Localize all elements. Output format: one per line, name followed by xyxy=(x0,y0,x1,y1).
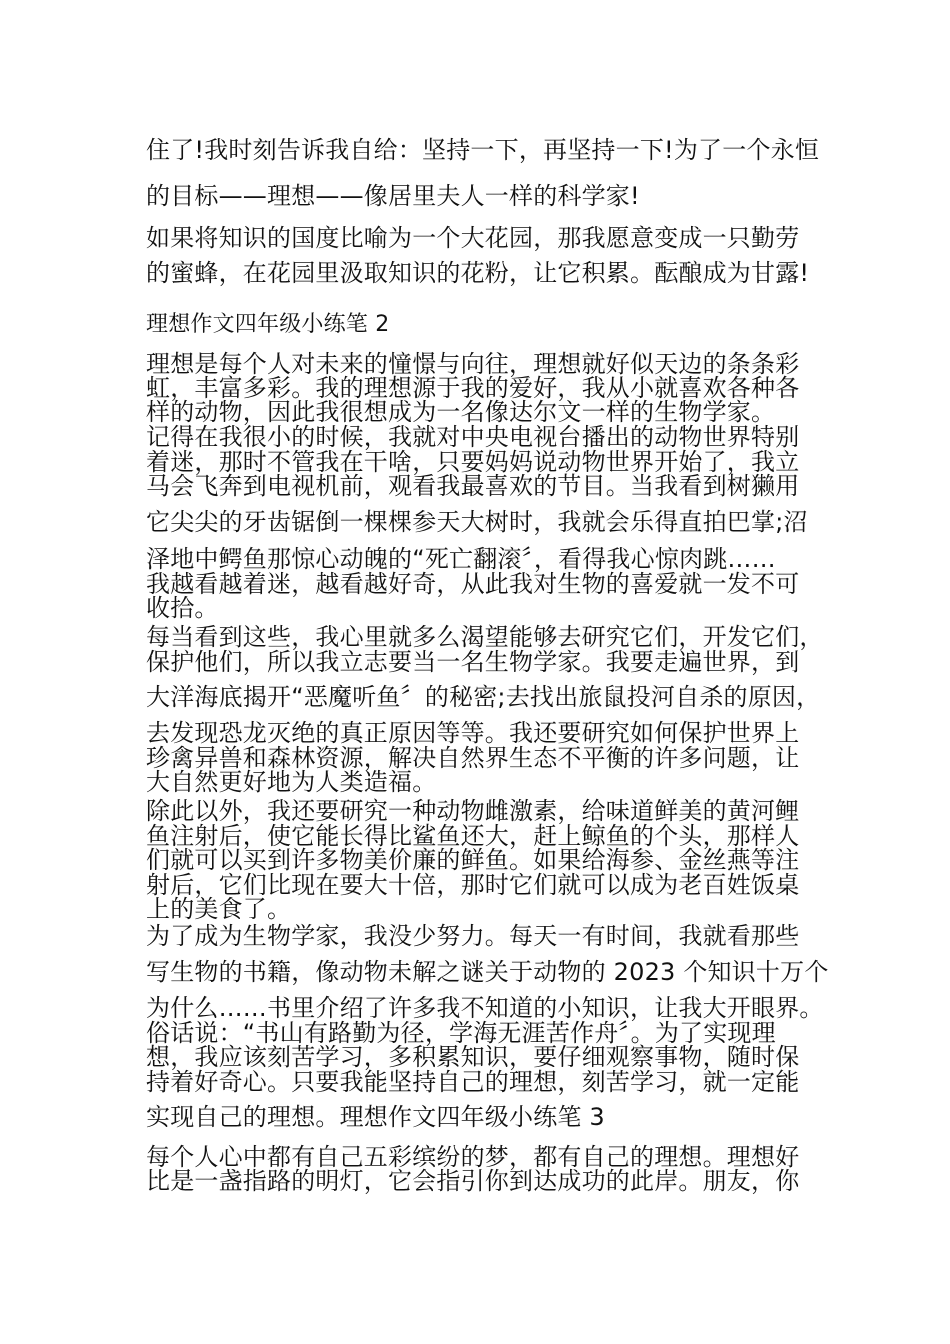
text-line: 住了!我时刻告诉我自给：坚持一下，再坚持一下!为了一个永恒 xyxy=(146,136,820,164)
section-heading: 理想作文四年级小练笔 2 xyxy=(146,312,390,337)
text-line: 持着好奇心。只要我能坚持自己的理想，刻苦学习，就一定能 xyxy=(146,1068,800,1096)
text-line: 上的美食了。 xyxy=(146,895,292,923)
text-line: 每当看到这些，我心里就多么渴望能够去研究它们，开发它们， xyxy=(146,623,824,651)
text-line: 的蜜蜂，在花园里汲取知识的花粉，让它积累。酝酿成为甘露! xyxy=(146,259,810,287)
text-line: 为什么……书里介绍了许多我不知道的小知识，让我大开眼界。 xyxy=(146,994,824,1022)
text-line: 虹，丰富多彩。我的理想源于我的爱好，我从小就喜欢各种各 xyxy=(146,374,800,402)
text-line: 去发现恐龙灭绝的真正原因等等。我还要研究如何保护世界上 xyxy=(146,719,800,747)
text-line: 俗话说：“书山有路勤为径，学海无涯苦作舟〞。为了实现理 xyxy=(146,1019,776,1047)
text-line: 鱼注射后，使它能长得比鲨鱼还大，赶上鲸鱼的个头，那样人 xyxy=(146,822,800,850)
text-line: 记得在我很小的时候，我就对中央电视台播出的动物世界特别 xyxy=(146,423,800,451)
text-line: 大洋海底揭开“恶魔听鱼〞的秘密;去找出旅鼠投河自杀的原因， xyxy=(146,683,821,711)
text-line: 为了成为生物学家，我没少努力。每天一有时间，我就看那些 xyxy=(146,922,800,950)
text-line: 射后，它们比现在要大十倍，那时它们就可以成为老百姓饭桌 xyxy=(146,871,800,899)
text-line: 理想是每个人对未来的憧憬与向往，理想就好似天边的条条彩 xyxy=(146,350,800,378)
text-line: 着迷，那时不管我在干啥，只要妈妈说动物世界开始了，我立 xyxy=(146,448,800,476)
text-line: 写生物的书籍，像动物未解之谜关于动物的 2023 个知识十万个 xyxy=(146,958,829,986)
text-line: 想，我应该刻苦学习，多积累知识，要仔细观察事物，随时保 xyxy=(146,1043,800,1071)
text-line: 如果将知识的国度比喻为一个大花园，那我愿意变成一只勤劳 xyxy=(146,224,800,252)
text-line: 每个人心中都有自己五彩缤纷的梦，都有自己的理想。理想好 xyxy=(146,1143,800,1171)
text-line: 们就可以买到许多物美价廉的鲜鱼。如果给海参、金丝燕等注 xyxy=(146,846,800,874)
text-line: 保护他们，所以我立志要当一名生物学家。我要走遍世界，到 xyxy=(146,648,800,676)
text-line: 的目标——理想——像居里夫人一样的科学家! xyxy=(146,182,640,210)
text-line: 样的动物，因此我很想成为一名像达尔文一样的生物学家。 xyxy=(146,398,776,426)
text-line: 泽地中鳄鱼那惊心动魄的“死亡翻滚〞，看得我心惊肉跳…… xyxy=(146,545,776,573)
text-line: 它尖尖的牙齿锯倒一棵棵参天大树时，我就会乐得直拍巴掌;沼 xyxy=(146,508,808,536)
text-line: 大自然更好地为人类造福。 xyxy=(146,768,437,796)
text-line: 我越看越着迷，越看越好奇，从此我对生物的喜爱就一发不可 xyxy=(146,570,800,598)
text-line: 除此以外，我还要研究一种动物雌激素，给味道鲜美的黄河鲤 xyxy=(146,797,800,825)
text-line: 马会飞奔到电视机前，观看我最喜欢的节目。当我看到树獭用 xyxy=(146,472,800,500)
text-line: 珍禽异兽和森林资源，解决自然界生态不平衡的许多问题，让 xyxy=(146,744,800,772)
text-line: 实现自己的理想。理想作文四年级小练笔 3 xyxy=(146,1103,605,1131)
text-line: 收拾。 xyxy=(146,594,219,622)
text-line: 比是一盏指路的明灯，它会指引你到达成功的此岸。朋友，你 xyxy=(146,1167,800,1195)
